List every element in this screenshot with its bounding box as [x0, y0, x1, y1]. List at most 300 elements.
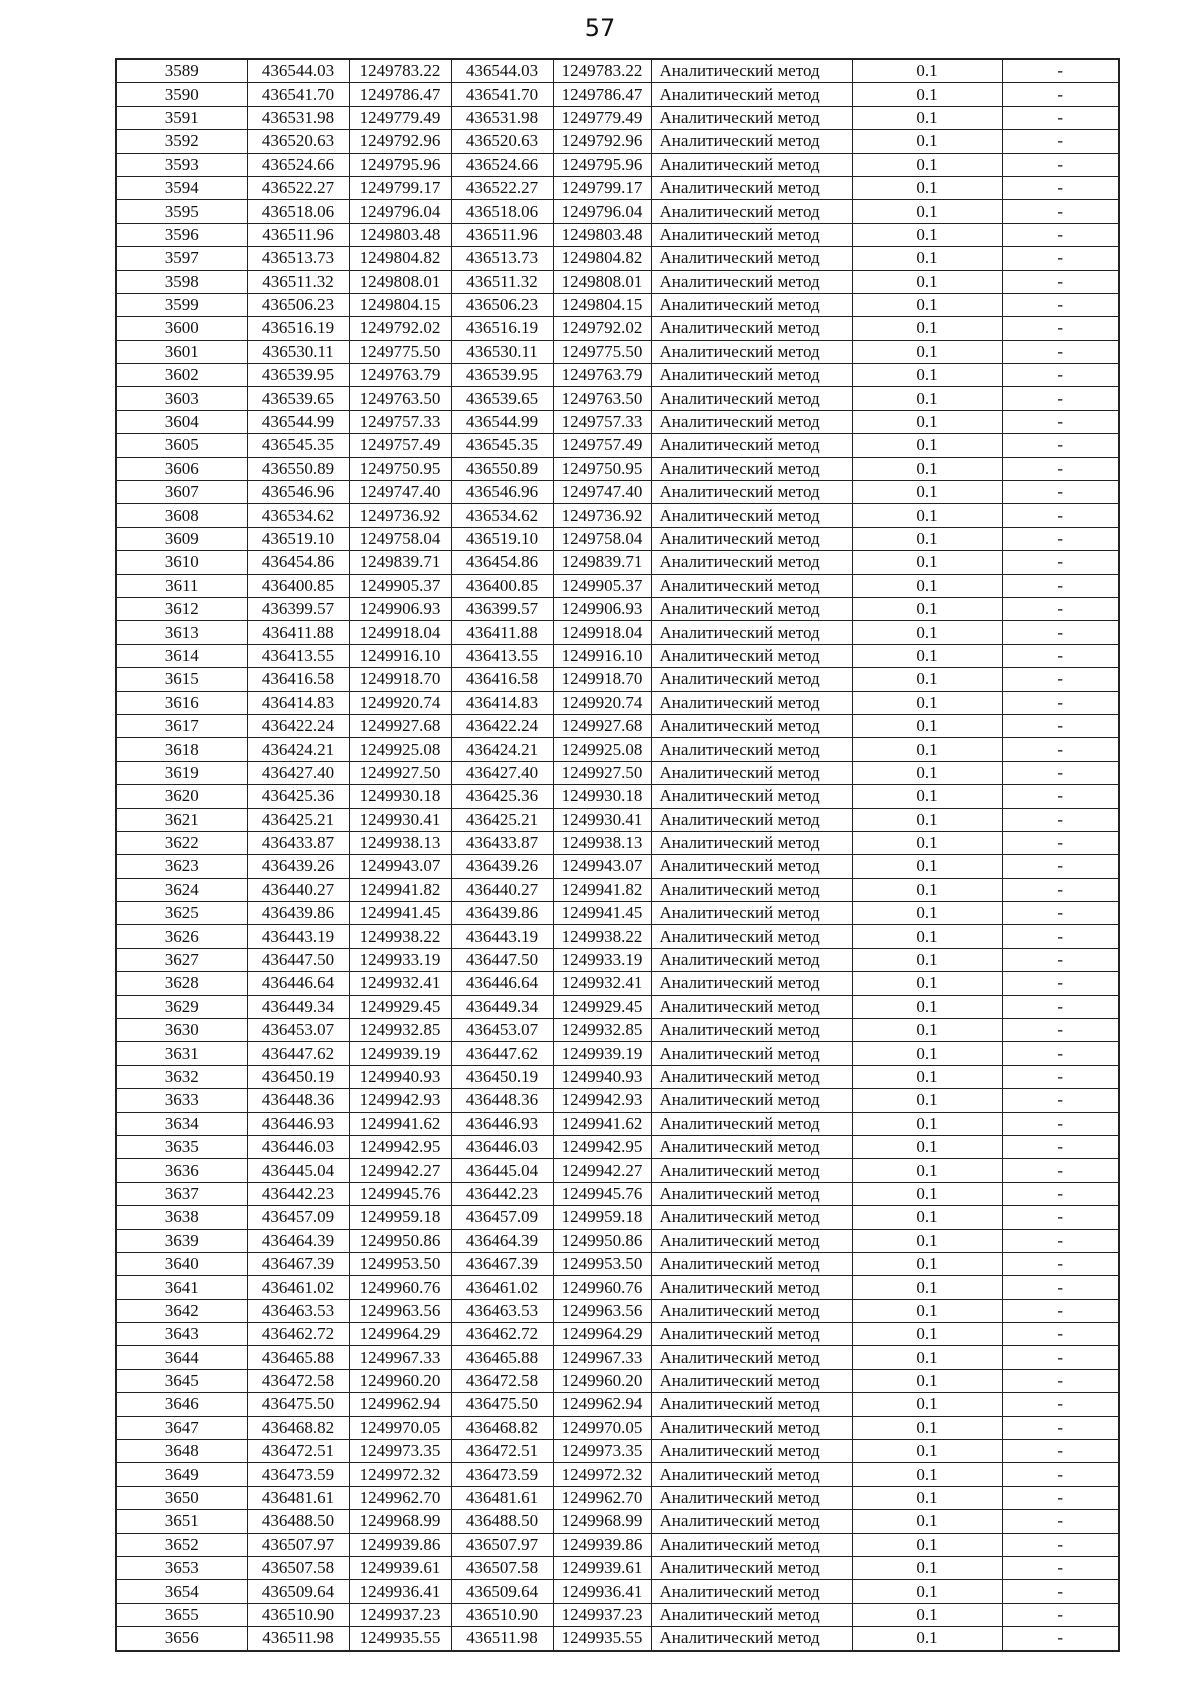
method-cell: Аналитический метод [651, 1440, 852, 1463]
x-coordinate-cell: 436467.39 [247, 1252, 349, 1275]
point-number-cell: 3614 [116, 644, 247, 667]
note-cell: - [1002, 1065, 1119, 1088]
method-cell: Аналитический метод [651, 1276, 852, 1299]
y-coordinate-2-cell: 1249779.49 [553, 106, 651, 129]
note-cell: - [1002, 1135, 1119, 1158]
note-cell: - [1002, 621, 1119, 644]
point-number-cell: 3653 [116, 1557, 247, 1580]
y-coordinate-cell: 1249925.08 [349, 738, 451, 761]
accuracy-cell: 0.1 [852, 1533, 1002, 1556]
y-coordinate-2-cell: 1249959.18 [553, 1206, 651, 1229]
note-cell: - [1002, 808, 1119, 831]
table-row [116, 855, 1119, 878]
x-coordinate-2-cell: 436522.27 [451, 176, 553, 199]
note-cell: - [1002, 1323, 1119, 1346]
table-row [116, 1112, 1119, 1135]
table-row [116, 738, 1119, 761]
method-cell: Аналитический метод [651, 1159, 852, 1182]
y-coordinate-2-cell: 1249941.82 [553, 878, 651, 901]
y-coordinate-2-cell: 1249967.33 [553, 1346, 651, 1369]
table-row [116, 1252, 1119, 1275]
y-coordinate-cell: 1249945.76 [349, 1182, 451, 1205]
y-coordinate-2-cell: 1249960.20 [553, 1369, 651, 1392]
y-coordinate-2-cell: 1249792.02 [553, 317, 651, 340]
x-coordinate-2-cell: 436447.50 [451, 948, 553, 971]
note-cell: - [1002, 1603, 1119, 1626]
method-cell: Аналитический метод [651, 106, 852, 129]
point-number-cell: 3610 [116, 551, 247, 574]
table-row [116, 785, 1119, 808]
y-coordinate-2-cell: 1249918.70 [553, 668, 651, 691]
note-cell: - [1002, 317, 1119, 340]
table-row [116, 878, 1119, 901]
y-coordinate-2-cell: 1249796.04 [553, 200, 651, 223]
y-coordinate-2-cell: 1249918.04 [553, 621, 651, 644]
method-cell: Аналитический метод [651, 1603, 852, 1626]
note-cell: - [1002, 153, 1119, 176]
note-cell: - [1002, 1182, 1119, 1205]
x-coordinate-2-cell: 436465.88 [451, 1346, 553, 1369]
table-row [116, 1416, 1119, 1439]
method-cell: Аналитический метод [651, 223, 852, 246]
accuracy-cell: 0.1 [852, 1627, 1002, 1651]
accuracy-cell: 0.1 [852, 1323, 1002, 1346]
table-row [116, 106, 1119, 129]
table-row [116, 434, 1119, 457]
method-cell: Аналитический метод [651, 878, 852, 901]
accuracy-cell: 0.1 [852, 1089, 1002, 1112]
note-cell: - [1002, 902, 1119, 925]
point-number-cell: 3611 [116, 574, 247, 597]
x-coordinate-2-cell: 436449.34 [451, 995, 553, 1018]
accuracy-cell: 0.1 [852, 340, 1002, 363]
point-number-cell: 3612 [116, 597, 247, 620]
y-coordinate-2-cell: 1249950.86 [553, 1229, 651, 1252]
y-coordinate-2-cell: 1249758.04 [553, 527, 651, 550]
x-coordinate-2-cell: 436447.62 [451, 1042, 553, 1065]
y-coordinate-2-cell: 1249906.93 [553, 597, 651, 620]
point-number-cell: 3591 [116, 106, 247, 129]
point-number-cell: 3606 [116, 457, 247, 480]
table-row [116, 1276, 1119, 1299]
method-cell: Аналитический метод [651, 1463, 852, 1486]
accuracy-cell: 0.1 [852, 481, 1002, 504]
x-coordinate-2-cell: 436488.50 [451, 1510, 553, 1533]
method-cell: Аналитический метод [651, 1369, 852, 1392]
table-row [116, 597, 1119, 620]
table-row [116, 761, 1119, 784]
y-coordinate-2-cell: 1249968.99 [553, 1510, 651, 1533]
accuracy-cell: 0.1 [852, 1440, 1002, 1463]
y-coordinate-cell: 1249938.13 [349, 831, 451, 854]
point-number-cell: 3605 [116, 434, 247, 457]
y-coordinate-2-cell: 1249936.41 [553, 1580, 651, 1603]
accuracy-cell: 0.1 [852, 364, 1002, 387]
y-coordinate-2-cell: 1249808.01 [553, 270, 651, 293]
x-coordinate-2-cell: 436440.27 [451, 878, 553, 901]
point-number-cell: 3603 [116, 387, 247, 410]
y-coordinate-cell: 1249967.33 [349, 1346, 451, 1369]
x-coordinate-2-cell: 436530.11 [451, 340, 553, 363]
method-cell: Аналитический метод [651, 1627, 852, 1651]
table-row [116, 1346, 1119, 1369]
accuracy-cell: 0.1 [852, 59, 1002, 83]
table-row [116, 387, 1119, 410]
point-number-cell: 3654 [116, 1580, 247, 1603]
x-coordinate-2-cell: 436510.90 [451, 1603, 553, 1626]
x-coordinate-cell: 436468.82 [247, 1416, 349, 1439]
note-cell: - [1002, 1299, 1119, 1322]
x-coordinate-cell: 436449.34 [247, 995, 349, 1018]
x-coordinate-2-cell: 436425.36 [451, 785, 553, 808]
point-number-cell: 3609 [116, 527, 247, 550]
page-number: 57 [584, 14, 616, 42]
x-coordinate-cell: 436520.63 [247, 130, 349, 153]
accuracy-cell: 0.1 [852, 878, 1002, 901]
x-coordinate-2-cell: 436544.99 [451, 410, 553, 433]
accuracy-cell: 0.1 [852, 597, 1002, 620]
y-coordinate-cell: 1249775.50 [349, 340, 451, 363]
y-coordinate-2-cell: 1249972.32 [553, 1463, 651, 1486]
y-coordinate-cell: 1249973.35 [349, 1440, 451, 1463]
x-coordinate-cell: 436425.36 [247, 785, 349, 808]
y-coordinate-cell: 1249943.07 [349, 855, 451, 878]
note-cell: - [1002, 878, 1119, 901]
accuracy-cell: 0.1 [852, 1463, 1002, 1486]
y-coordinate-2-cell: 1249939.61 [553, 1557, 651, 1580]
y-coordinate-cell: 1249927.50 [349, 761, 451, 784]
note-cell: - [1002, 1533, 1119, 1556]
method-cell: Аналитический метод [651, 948, 852, 971]
point-number-cell: 3655 [116, 1603, 247, 1626]
method-cell: Аналитический метод [651, 1089, 852, 1112]
x-coordinate-cell: 436454.86 [247, 551, 349, 574]
x-coordinate-2-cell: 436541.70 [451, 83, 553, 106]
point-number-cell: 3628 [116, 972, 247, 995]
x-coordinate-2-cell: 436506.23 [451, 293, 553, 316]
y-coordinate-2-cell: 1249927.68 [553, 714, 651, 737]
x-coordinate-cell: 436399.57 [247, 597, 349, 620]
table-row [116, 925, 1119, 948]
table-row [116, 972, 1119, 995]
method-cell: Аналитический метод [651, 293, 852, 316]
accuracy-cell: 0.1 [852, 1252, 1002, 1275]
method-cell: Аналитический метод [651, 176, 852, 199]
x-coordinate-2-cell: 436507.97 [451, 1533, 553, 1556]
point-number-cell: 3625 [116, 902, 247, 925]
x-coordinate-cell: 436522.27 [247, 176, 349, 199]
y-coordinate-2-cell: 1249929.45 [553, 995, 651, 1018]
note-cell: - [1002, 387, 1119, 410]
x-coordinate-2-cell: 436462.72 [451, 1323, 553, 1346]
y-coordinate-cell: 1249962.94 [349, 1393, 451, 1416]
x-coordinate-2-cell: 436518.06 [451, 200, 553, 223]
point-number-cell: 3599 [116, 293, 247, 316]
x-coordinate-cell: 436424.21 [247, 738, 349, 761]
y-coordinate-cell: 1249939.61 [349, 1557, 451, 1580]
accuracy-cell: 0.1 [852, 527, 1002, 550]
point-number-cell: 3615 [116, 668, 247, 691]
y-coordinate-2-cell: 1249973.35 [553, 1440, 651, 1463]
point-number-cell: 3650 [116, 1486, 247, 1509]
point-number-cell: 3641 [116, 1276, 247, 1299]
y-coordinate-cell: 1249736.92 [349, 504, 451, 527]
y-coordinate-cell: 1249953.50 [349, 1252, 451, 1275]
y-coordinate-cell: 1249792.96 [349, 130, 451, 153]
y-coordinate-cell: 1249964.29 [349, 1323, 451, 1346]
method-cell: Аналитический метод [651, 1486, 852, 1509]
x-coordinate-2-cell: 436439.86 [451, 902, 553, 925]
x-coordinate-2-cell: 436472.51 [451, 1440, 553, 1463]
coordinates-table-body [116, 59, 1119, 1651]
x-coordinate-cell: 436481.61 [247, 1486, 349, 1509]
method-cell: Аналитический метод [651, 761, 852, 784]
x-coordinate-cell: 436446.93 [247, 1112, 349, 1135]
y-coordinate-2-cell: 1249964.29 [553, 1323, 651, 1346]
table-row [116, 247, 1119, 270]
x-coordinate-cell: 436518.06 [247, 200, 349, 223]
table-row [116, 293, 1119, 316]
y-coordinate-cell: 1249757.33 [349, 410, 451, 433]
method-cell: Аналитический метод [651, 714, 852, 737]
x-coordinate-2-cell: 436442.23 [451, 1182, 553, 1205]
method-cell: Аналитический метод [651, 1416, 852, 1439]
x-coordinate-cell: 436473.59 [247, 1463, 349, 1486]
note-cell: - [1002, 738, 1119, 761]
y-coordinate-2-cell: 1249927.50 [553, 761, 651, 784]
y-coordinate-cell: 1249918.04 [349, 621, 451, 644]
accuracy-cell: 0.1 [852, 1159, 1002, 1182]
y-coordinate-cell: 1249940.93 [349, 1065, 451, 1088]
method-cell: Аналитический метод [651, 808, 852, 831]
x-coordinate-2-cell: 436411.88 [451, 621, 553, 644]
y-coordinate-2-cell: 1249930.41 [553, 808, 651, 831]
point-number-cell: 3589 [116, 59, 247, 83]
table-row [116, 691, 1119, 714]
table-row [116, 1463, 1119, 1486]
y-coordinate-2-cell: 1249757.49 [553, 434, 651, 457]
point-number-cell: 3624 [116, 878, 247, 901]
x-coordinate-cell: 436516.19 [247, 317, 349, 340]
y-coordinate-2-cell: 1249970.05 [553, 1416, 651, 1439]
method-cell: Аналитический метод [651, 83, 852, 106]
y-coordinate-cell: 1249932.85 [349, 1019, 451, 1042]
method-cell: Аналитический метод [651, 1323, 852, 1346]
accuracy-cell: 0.1 [852, 948, 1002, 971]
y-coordinate-2-cell: 1249925.08 [553, 738, 651, 761]
y-coordinate-2-cell: 1249839.71 [553, 551, 651, 574]
x-coordinate-cell: 436506.23 [247, 293, 349, 316]
x-coordinate-2-cell: 436453.07 [451, 1019, 553, 1042]
y-coordinate-2-cell: 1249747.40 [553, 481, 651, 504]
x-coordinate-2-cell: 436445.04 [451, 1159, 553, 1182]
x-coordinate-2-cell: 436463.53 [451, 1299, 553, 1322]
note-cell: - [1002, 106, 1119, 129]
point-number-cell: 3645 [116, 1369, 247, 1392]
y-coordinate-cell: 1249930.41 [349, 808, 451, 831]
y-coordinate-2-cell: 1249750.95 [553, 457, 651, 480]
accuracy-cell: 0.1 [852, 1486, 1002, 1509]
table-row [116, 831, 1119, 854]
note-cell: - [1002, 176, 1119, 199]
note-cell: - [1002, 831, 1119, 854]
method-cell: Аналитический метод [651, 1510, 852, 1533]
accuracy-cell: 0.1 [852, 1112, 1002, 1135]
note-cell: - [1002, 364, 1119, 387]
y-coordinate-2-cell: 1249962.94 [553, 1393, 651, 1416]
method-cell: Аналитический метод [651, 597, 852, 620]
y-coordinate-cell: 1249918.70 [349, 668, 451, 691]
y-coordinate-cell: 1249933.19 [349, 948, 451, 971]
point-number-cell: 3596 [116, 223, 247, 246]
note-cell: - [1002, 1440, 1119, 1463]
y-coordinate-2-cell: 1249937.23 [553, 1603, 651, 1626]
x-coordinate-cell: 436507.97 [247, 1533, 349, 1556]
y-coordinate-2-cell: 1249804.82 [553, 247, 651, 270]
x-coordinate-2-cell: 436550.89 [451, 457, 553, 480]
accuracy-cell: 0.1 [852, 106, 1002, 129]
x-coordinate-cell: 436475.50 [247, 1393, 349, 1416]
accuracy-cell: 0.1 [852, 387, 1002, 410]
method-cell: Аналитический метод [651, 995, 852, 1018]
point-number-cell: 3604 [116, 410, 247, 433]
method-cell: Аналитический метод [651, 1580, 852, 1603]
x-coordinate-cell: 436461.02 [247, 1276, 349, 1299]
y-coordinate-2-cell: 1249920.74 [553, 691, 651, 714]
y-coordinate-cell: 1249941.45 [349, 902, 451, 925]
method-cell: Аналитический метод [651, 1206, 852, 1229]
point-number-cell: 3642 [116, 1299, 247, 1322]
point-number-cell: 3601 [116, 340, 247, 363]
point-number-cell: 3616 [116, 691, 247, 714]
x-coordinate-cell: 436472.51 [247, 1440, 349, 1463]
table-row [116, 153, 1119, 176]
point-number-cell: 3598 [116, 270, 247, 293]
accuracy-cell: 0.1 [852, 1135, 1002, 1158]
x-coordinate-2-cell: 436413.55 [451, 644, 553, 667]
x-coordinate-2-cell: 436468.82 [451, 1416, 553, 1439]
note-cell: - [1002, 1252, 1119, 1275]
method-cell: Аналитический метод [651, 1135, 852, 1158]
x-coordinate-2-cell: 436446.64 [451, 972, 553, 995]
y-coordinate-cell: 1249942.95 [349, 1135, 451, 1158]
table-row [116, 1182, 1119, 1205]
method-cell: Аналитический метод [651, 340, 852, 363]
y-coordinate-2-cell: 1249938.13 [553, 831, 651, 854]
x-coordinate-cell: 436440.27 [247, 878, 349, 901]
method-cell: Аналитический метод [651, 247, 852, 270]
y-coordinate-2-cell: 1249763.79 [553, 364, 651, 387]
point-number-cell: 3636 [116, 1159, 247, 1182]
x-coordinate-cell: 436416.58 [247, 668, 349, 691]
table-row [116, 1603, 1119, 1626]
accuracy-cell: 0.1 [852, 1416, 1002, 1439]
table-row [116, 1135, 1119, 1158]
point-number-cell: 3640 [116, 1252, 247, 1275]
note-cell: - [1002, 340, 1119, 363]
x-coordinate-2-cell: 436467.39 [451, 1252, 553, 1275]
x-coordinate-2-cell: 436457.09 [451, 1206, 553, 1229]
accuracy-cell: 0.1 [852, 1393, 1002, 1416]
accuracy-cell: 0.1 [852, 972, 1002, 995]
method-cell: Аналитический метод [651, 1299, 852, 1322]
table-row [116, 223, 1119, 246]
y-coordinate-cell: 1249960.76 [349, 1276, 451, 1299]
x-coordinate-cell: 436433.87 [247, 831, 349, 854]
y-coordinate-cell: 1249932.41 [349, 972, 451, 995]
y-coordinate-cell: 1249960.20 [349, 1369, 451, 1392]
x-coordinate-2-cell: 436473.59 [451, 1463, 553, 1486]
accuracy-cell: 0.1 [852, 1019, 1002, 1042]
point-number-cell: 3635 [116, 1135, 247, 1158]
x-coordinate-2-cell: 436509.64 [451, 1580, 553, 1603]
y-coordinate-2-cell: 1249953.50 [553, 1252, 651, 1275]
x-coordinate-2-cell: 436446.03 [451, 1135, 553, 1158]
x-coordinate-2-cell: 436531.98 [451, 106, 553, 129]
x-coordinate-cell: 436507.58 [247, 1557, 349, 1580]
y-coordinate-2-cell: 1249795.96 [553, 153, 651, 176]
accuracy-cell: 0.1 [852, 457, 1002, 480]
note-cell: - [1002, 1019, 1119, 1042]
x-coordinate-cell: 436511.98 [247, 1627, 349, 1651]
note-cell: - [1002, 551, 1119, 574]
x-coordinate-2-cell: 436472.58 [451, 1369, 553, 1392]
method-cell: Аналитический метод [651, 153, 852, 176]
y-coordinate-cell: 1249905.37 [349, 574, 451, 597]
note-cell: - [1002, 855, 1119, 878]
note-cell: - [1002, 1580, 1119, 1603]
x-coordinate-2-cell: 436439.26 [451, 855, 553, 878]
y-coordinate-2-cell: 1249938.22 [553, 925, 651, 948]
note-cell: - [1002, 1557, 1119, 1580]
accuracy-cell: 0.1 [852, 176, 1002, 199]
note-cell: - [1002, 1463, 1119, 1486]
note-cell: - [1002, 1159, 1119, 1182]
table-row [116, 574, 1119, 597]
x-coordinate-cell: 436413.55 [247, 644, 349, 667]
note-cell: - [1002, 995, 1119, 1018]
x-coordinate-2-cell: 436546.96 [451, 481, 553, 504]
x-coordinate-cell: 436539.95 [247, 364, 349, 387]
accuracy-cell: 0.1 [852, 668, 1002, 691]
note-cell: - [1002, 83, 1119, 106]
x-coordinate-2-cell: 436424.21 [451, 738, 553, 761]
table-row [116, 340, 1119, 363]
x-coordinate-cell: 436427.40 [247, 761, 349, 784]
note-cell: - [1002, 668, 1119, 691]
x-coordinate-2-cell: 436519.10 [451, 527, 553, 550]
note-cell: - [1002, 785, 1119, 808]
y-coordinate-2-cell: 1249942.27 [553, 1159, 651, 1182]
y-coordinate-cell: 1249937.23 [349, 1603, 451, 1626]
x-coordinate-cell: 436463.53 [247, 1299, 349, 1322]
accuracy-cell: 0.1 [852, 130, 1002, 153]
x-coordinate-cell: 436531.98 [247, 106, 349, 129]
x-coordinate-cell: 436450.19 [247, 1065, 349, 1088]
y-coordinate-cell: 1249942.93 [349, 1089, 451, 1112]
y-coordinate-2-cell: 1249803.48 [553, 223, 651, 246]
method-cell: Аналитический метод [651, 387, 852, 410]
y-coordinate-2-cell: 1249799.17 [553, 176, 651, 199]
method-cell: Аналитический метод [651, 621, 852, 644]
table-row [116, 83, 1119, 106]
note-cell: - [1002, 1346, 1119, 1369]
method-cell: Аналитический метод [651, 574, 852, 597]
y-coordinate-cell: 1249916.10 [349, 644, 451, 667]
y-coordinate-2-cell: 1249783.22 [553, 59, 651, 83]
point-number-cell: 3621 [116, 808, 247, 831]
table-row [116, 527, 1119, 550]
